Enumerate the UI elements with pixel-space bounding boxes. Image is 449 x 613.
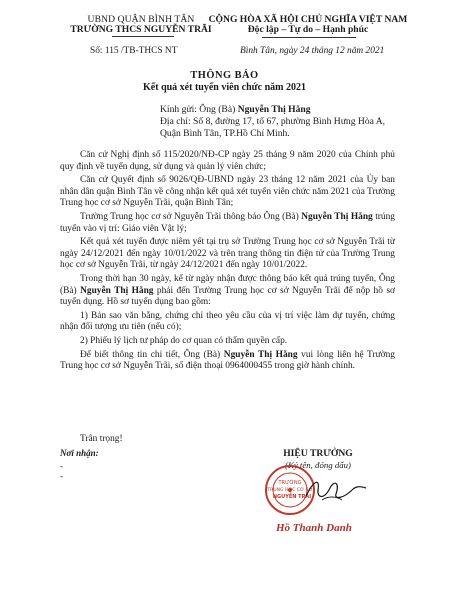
handwritten-signature: [306, 482, 366, 500]
recipient-item-2: -: [60, 471, 63, 481]
recipient-greeting: [160, 104, 311, 115]
signer-role: HIỆU TRƯỞNG: [283, 448, 353, 459]
doc-number: Số: 115 /TB-THCS NT: [90, 46, 178, 56]
body-paragraph-2: Căn cứ Quyết định số 9026/QĐ-UBND ngày 23 tháng 12 năm 2021 của Ủy ban nhân dân quận Bình Tân về công nhận kết quả xét tuyển viên chức năm 2021 của Trường Trung học cơ sở Nguyễn Trãi, quận Bình Tân;: [60, 175, 395, 209]
body-paragraph-3: [60, 212, 395, 235]
body-paragraph-8: [60, 350, 395, 373]
body-paragraph-4: Kết quả xét tuyển được niêm yết tại trụ sở Trường Trung học cơ sở Nguyễn Trãi từ ngày 24/12/2021 đến ngày 10/01/2022 và trên trang thông tin điện tử của Trường Trung học cơ sở Nguyễn Trãi, từ ngày 24/12/2021 đến ngày 10/01/2022.: [60, 237, 395, 271]
p8-text-a: Để biết thông tin chi tiết, Ông (Bà): [80, 349, 224, 360]
body-paragraph-1: Căn cứ Nghị định số 115/2020/NĐ-CP ngày 25 tháng 9 năm 2020 của Chính phủ quy định về tuyển dụng, sử dụng và quản lý viên chức;: [60, 150, 395, 172]
official-seal-and-signature: [262, 460, 372, 524]
nation-underline: [262, 37, 356, 38]
p5-name: Nguyễn Thị Hằng: [80, 285, 154, 296]
nation-line1: CỘNG HÒA XÃ HỘI CHỦ NGHĨA VIỆT NAM: [208, 14, 408, 25]
p8-name: Nguyễn Thị Hằng: [223, 349, 298, 360]
body-paragraph-7: 2) Phiếu lý lịch tư pháp do cơ quan có thẩm quyền cấp.: [80, 335, 288, 346]
recipients-label: Nơi nhận:: [60, 448, 99, 458]
p3-text-a: Trường Trung học cơ sở Nguyễn Trãi thông báo Ông (Bà): [80, 211, 302, 222]
greeting-prefix: Kính gửi: Ông (Bà): [160, 104, 238, 115]
org-line2: TRƯỜNG THCS NGUYỄN TRÃI: [70, 24, 212, 35]
doc-date: Bình Tân, ngày 24 tháng 12 năm 2021: [240, 46, 385, 56]
org-underline: [112, 36, 174, 37]
recipient-item-1: -: [60, 461, 63, 471]
body-paragraph-5: [60, 274, 395, 309]
signer-name: Hồ Thanh Danh: [276, 522, 352, 534]
address-line2: Quận Bình Tân, TP.Hồ Chí Minh.: [160, 128, 290, 139]
org-line1: UBND QUẬN BÌNH TÂN: [87, 14, 195, 25]
doc-body: [60, 150, 395, 375]
svg-text:TRUNG HỌC CƠ SỞ: TRUNG HỌC CƠ SỞ: [267, 488, 313, 493]
p3-name: Nguyễn Thị Hằng: [301, 211, 373, 222]
body-paragraph-6: 1) Bản sao văn bằng, chứng chỉ theo yêu cầu của vị trí việc làm dự tuyển, chứng nhận đối tượng ưu tiên (nếu có);: [60, 310, 395, 333]
doc-title: THÔNG BÁO: [190, 70, 259, 81]
closing: Trân trọng!: [80, 434, 123, 444]
p3-text-b: trúng tuyển vào vị trí: Giáo viên Vật lý;: [60, 211, 395, 234]
svg-text:TRƯỜNG: TRƯỜNG: [278, 480, 302, 486]
p5-text-a: Trong thời hạn 30 ngày, kể từ ngày nhận được thông báo kết quả trúng tuyển, Ông (Bà): [60, 273, 395, 296]
nation-line2: Độc lập – Tự do – Hạnh phúc: [247, 24, 369, 35]
address-line1: Địa chỉ: Số 8, đường 17, tổ 67, phường Bình Hưng Hòa A,: [160, 116, 386, 127]
doc-subtitle: Kết quả xét tuyển viên chức năm 2021: [143, 82, 306, 93]
svg-text:NGUYỄN TRÃI: NGUYỄN TRÃI: [272, 494, 312, 500]
p8-text-b: vui lòng liên hệ Trường Trung học cơ sở Nguyễn Trãi, số điện thoại 0964000455 trong giờ hành chính.: [60, 349, 395, 372]
seal-stamp: [266, 466, 314, 514]
recipient-name: Nguyễn Thị Hằng: [237, 104, 311, 115]
recipient-address: [160, 116, 400, 140]
p5-text-b: phải đến Trường Trung học cơ sở Nguyễn Trãi để nộp hồ sơ tuyển dụng. Hồ sơ tuyển dụng bao gồm:: [60, 285, 395, 308]
signature-note: (Ký tên, đóng dấu): [285, 460, 351, 470]
